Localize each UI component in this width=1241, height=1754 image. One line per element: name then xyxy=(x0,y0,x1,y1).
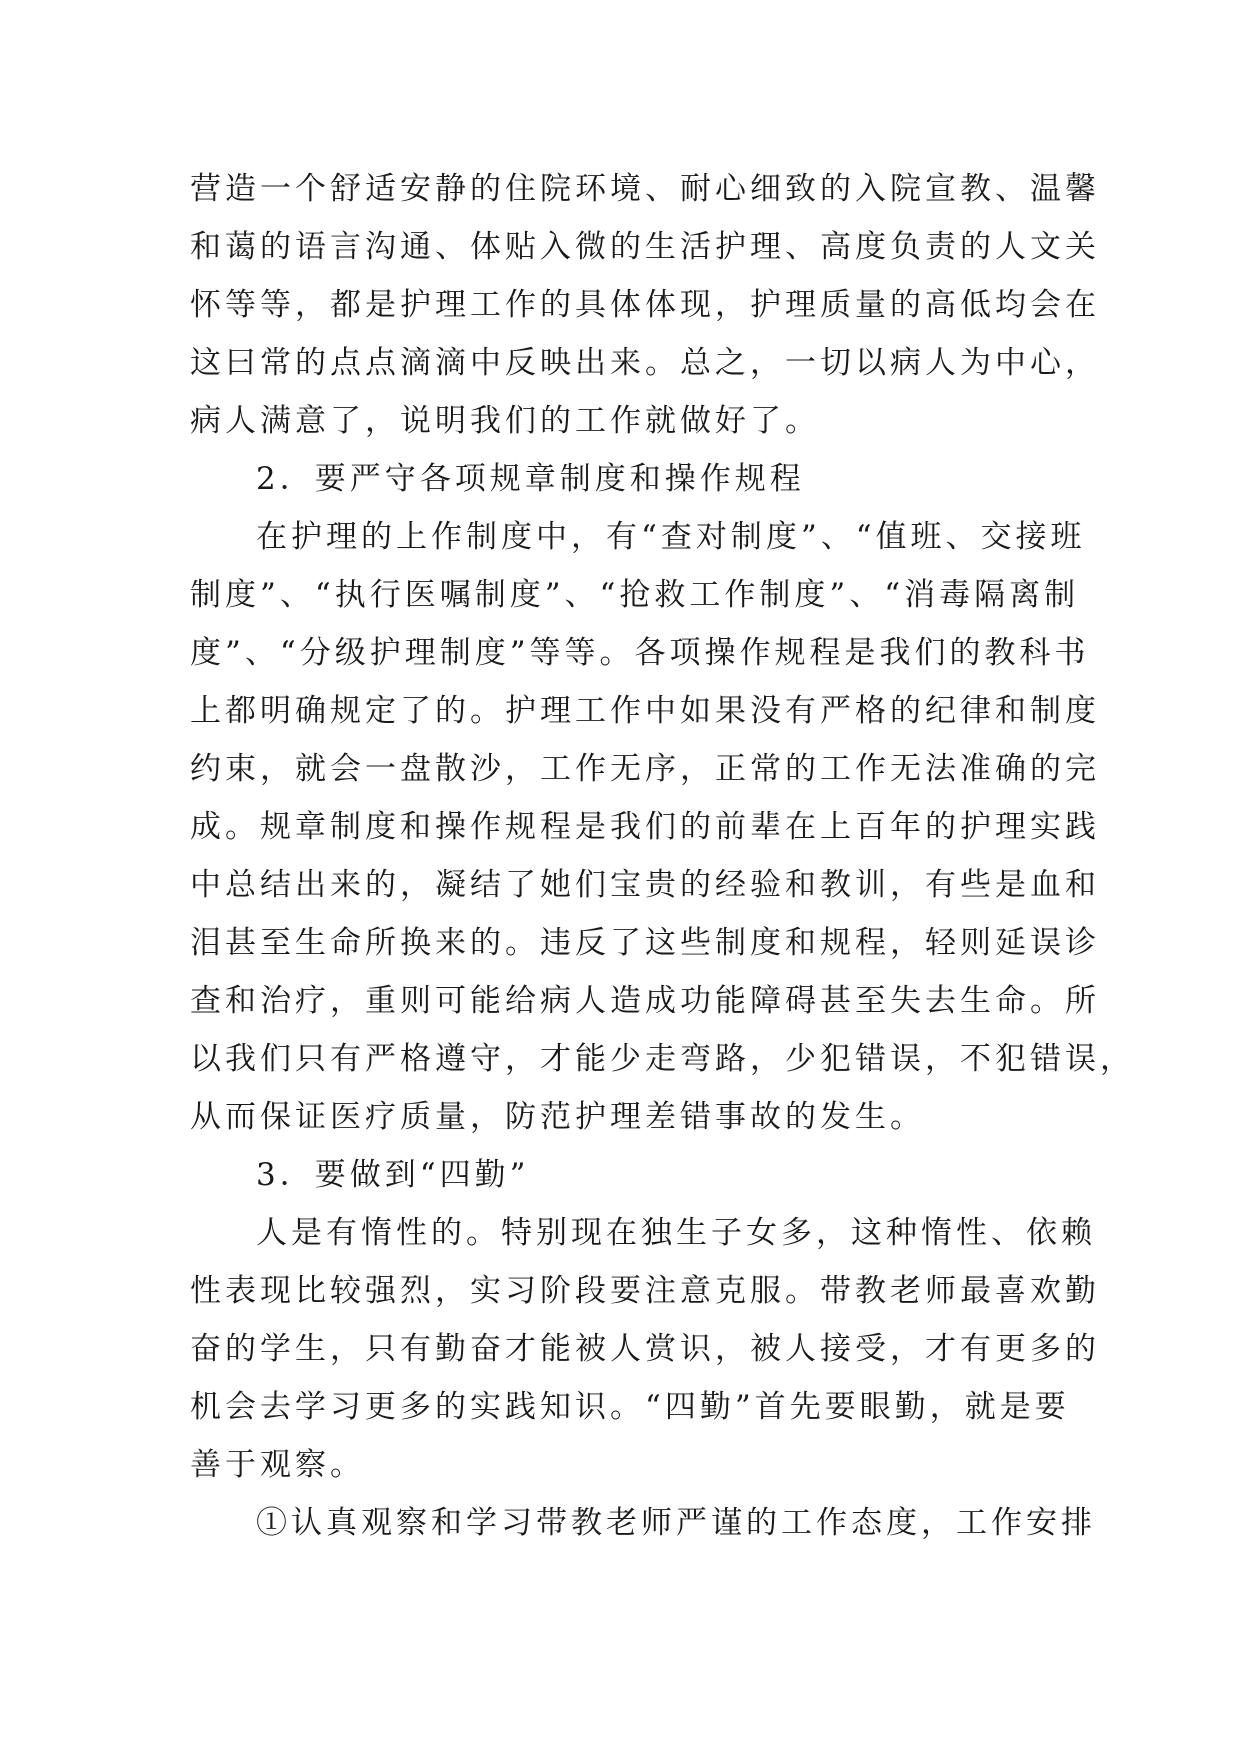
text-line: 查和治疗，重则可能给病人造成功能障碍甚至失去生命。所 xyxy=(190,983,1100,1019)
text-line: 性表现比较强烈，实习阶段要注意克服。带教老师最喜欢勤 xyxy=(190,1273,1100,1309)
text-line: 营造一个舒适安静的住院环境、耐心细致的入院宣教、温馨 xyxy=(190,171,1100,207)
text-line: 约束，就会一盘散沙，工作无序，正常的工作无法准确的完 xyxy=(190,751,1100,787)
paragraph-start: 人是有惰性的。特别现在独生子女多，这种惰性、依赖 xyxy=(256,1215,1096,1251)
text-line: 度”、“分级护理制度”等等。各项操作规程是我们的教科书 xyxy=(190,635,1090,671)
text-line: 制度”、“执行医嘱制度”、“抢救工作制度”、“消毒隔离制 xyxy=(190,577,1080,613)
text-line: 和蔼的语言沟通、体贴入微的生活护理、高度负责的人文关 xyxy=(190,229,1100,265)
paragraph-start: 在护理的上作制度中，有“查对制度”、“值班、交接班 xyxy=(256,519,1086,555)
text-line: 中总结出来的，凝结了她们宝贵的经验和教训，有些是血和 xyxy=(190,867,1100,903)
document-page xyxy=(190,160,1135,1552)
text-line: 泪甚至生命所换来的。违反了这些制度和规程，轻则延误诊 xyxy=(190,925,1100,961)
text-line: 上都明确规定了的。护理工作中如果没有严格的纪律和制度 xyxy=(190,693,1100,729)
text-line: 奋的学生，只有勤奋才能被人赏识，被人接受，才有更多的 xyxy=(190,1331,1100,1367)
text-line: 善于观察。 xyxy=(190,1447,365,1483)
text-line: 成。规章制度和操作规程是我们的前辈在上百年的护理实践 xyxy=(190,809,1100,845)
section-heading: 3．要做到“四勤” xyxy=(256,1157,530,1193)
text-line: 这曰常的点点滴滴中反映出来。总之，一切以病人为中心， xyxy=(190,345,1100,381)
section-heading: 2．要严守各项规章制度和操作规程 xyxy=(256,461,805,497)
text-line: 病人满意了，说明我们的工作就做好了。 xyxy=(190,403,820,439)
text-line: 从而保证医疗质量，防范护理差错事故的发生。 xyxy=(190,1099,925,1135)
paragraph-start: ①认真观察和学习带教老师严谨的工作态度，工作安排 xyxy=(256,1505,1096,1541)
text-line: 怀等等，都是护理工作的具体体现，护理质量的高低均会在 xyxy=(190,287,1100,323)
text-line: 以我们只有严格遵守，才能少走弯路，少犯错误，不犯错误， xyxy=(190,1041,1135,1077)
text-line: 机会去学习更多的实践知识。“四勤”首先要眼勤，就是要 xyxy=(190,1389,1070,1425)
